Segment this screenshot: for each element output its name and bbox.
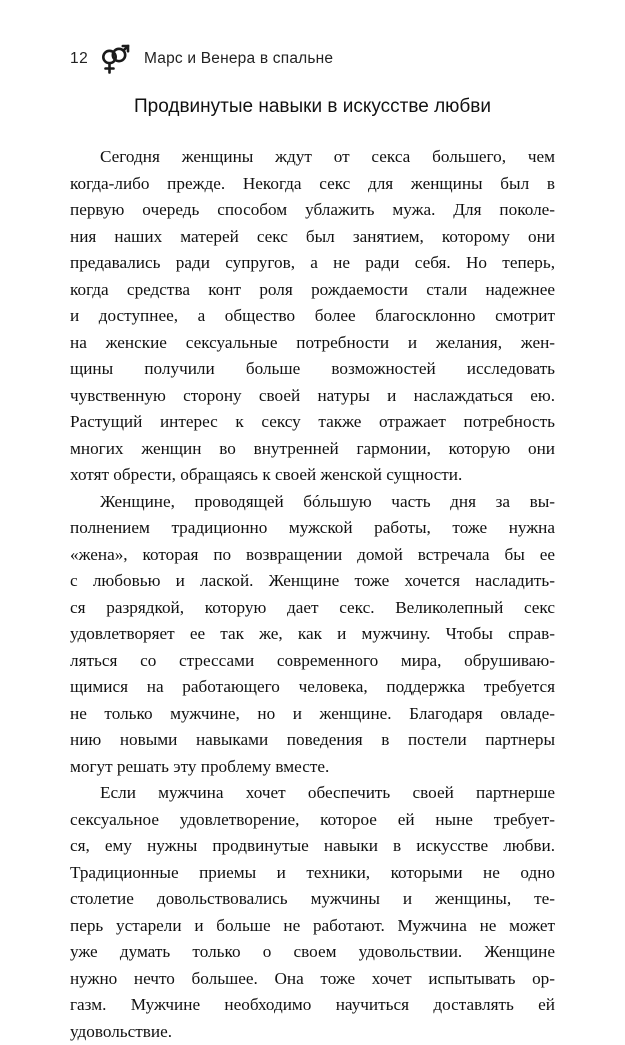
text-line: Традиционные приемы и техники, которыми не одно	[70, 860, 555, 887]
text-line: нужно нечто большее. Она тоже хочет испытывать ор-	[70, 966, 555, 993]
text-line: удовольствие.	[70, 1019, 555, 1045]
text-line: ся, ему нужны продвинутые навыки в искусстве любви.	[70, 833, 555, 860]
text-line: нию новыми навыками поведения в постели партнеры	[70, 727, 555, 754]
text-line: ния наших матерей секс был занятием, которому они	[70, 224, 555, 251]
mars-venus-symbol-icon	[100, 44, 130, 74]
text-line: щины получили больше возможностей исследовать	[70, 356, 555, 383]
text-line: газм. Мужчине необходимо научиться доставлять ей	[70, 992, 555, 1019]
running-head	[70, 44, 333, 74]
text-line: не только мужчине, но и женщине. Благодаря овладе-	[70, 701, 555, 728]
text-line: ляться со стрессами современного мира, обрушиваю-	[70, 648, 555, 675]
text-line: предавались ради супругов, а не ради себя. Но теперь,	[70, 250, 555, 277]
text-line: уже думать только о своем удовольствии. Женщине	[70, 939, 555, 966]
text-line: Сегодня женщины ждут от секса большего, чем	[70, 144, 555, 171]
section-heading: Продвинутые навыки в искусстве любви	[70, 96, 555, 118]
text-line: чувственную сторону своей натуры и наслаждаться ею.	[70, 383, 555, 410]
text-line: с любовью и лаской. Женщине тоже хочется насладить-	[70, 568, 555, 595]
text-line: столетие довольствовались мужчины и женщины, те-	[70, 886, 555, 913]
text-line: когда-либо прежде. Некогда секс для женщины был в	[70, 171, 555, 198]
text-line: первую очередь способом ублажить мужа. Для поколе-	[70, 197, 555, 224]
paragraph	[70, 780, 555, 1045]
text-line: «жена», которая по возвращении домой встречала бы ее	[70, 542, 555, 569]
text-line: сексуальное удовлетворение, которое ей ныне требует-	[70, 807, 555, 834]
text-line: на женские сексуальные потребности и желания, жен-	[70, 330, 555, 357]
text-line: многих женщин во внутренней гармонии, которую они	[70, 436, 555, 463]
running-title: Марс и Венера в спальне	[144, 50, 333, 68]
text-line: перь устарели и больше не работают. Мужчина не может	[70, 913, 555, 940]
text-line: щимися на работающего человека, поддержка требуется	[70, 674, 555, 701]
body-text	[70, 144, 555, 1045]
text-line: Если мужчина хочет обеспечить своей партнерше	[70, 780, 555, 807]
text-line: удовлетворяет ее так же, как и мужчину. Чтобы справ-	[70, 621, 555, 648]
text-line: хотят обрести, обращаясь к своей женской сущности.	[70, 462, 555, 489]
paragraph	[70, 489, 555, 781]
text-line: и доступнее, а общество более благосклонно смотрит	[70, 303, 555, 330]
text-line: ся разрядкой, которую дает секс. Великолепный секс	[70, 595, 555, 622]
paragraph	[70, 144, 555, 489]
text-line: Растущий интерес к сексу также отражает потребность	[70, 409, 555, 436]
text-line: полнением традиционно мужской работы, тоже нужна	[70, 515, 555, 542]
page-number: 12	[70, 50, 100, 68]
text-line: могут решать эту проблему вместе.	[70, 754, 555, 781]
text-line: Женщине, проводящей бóльшую часть дня за вы-	[70, 489, 555, 516]
text-line: когда средства конт роля рождаемости стали надежнее	[70, 277, 555, 304]
